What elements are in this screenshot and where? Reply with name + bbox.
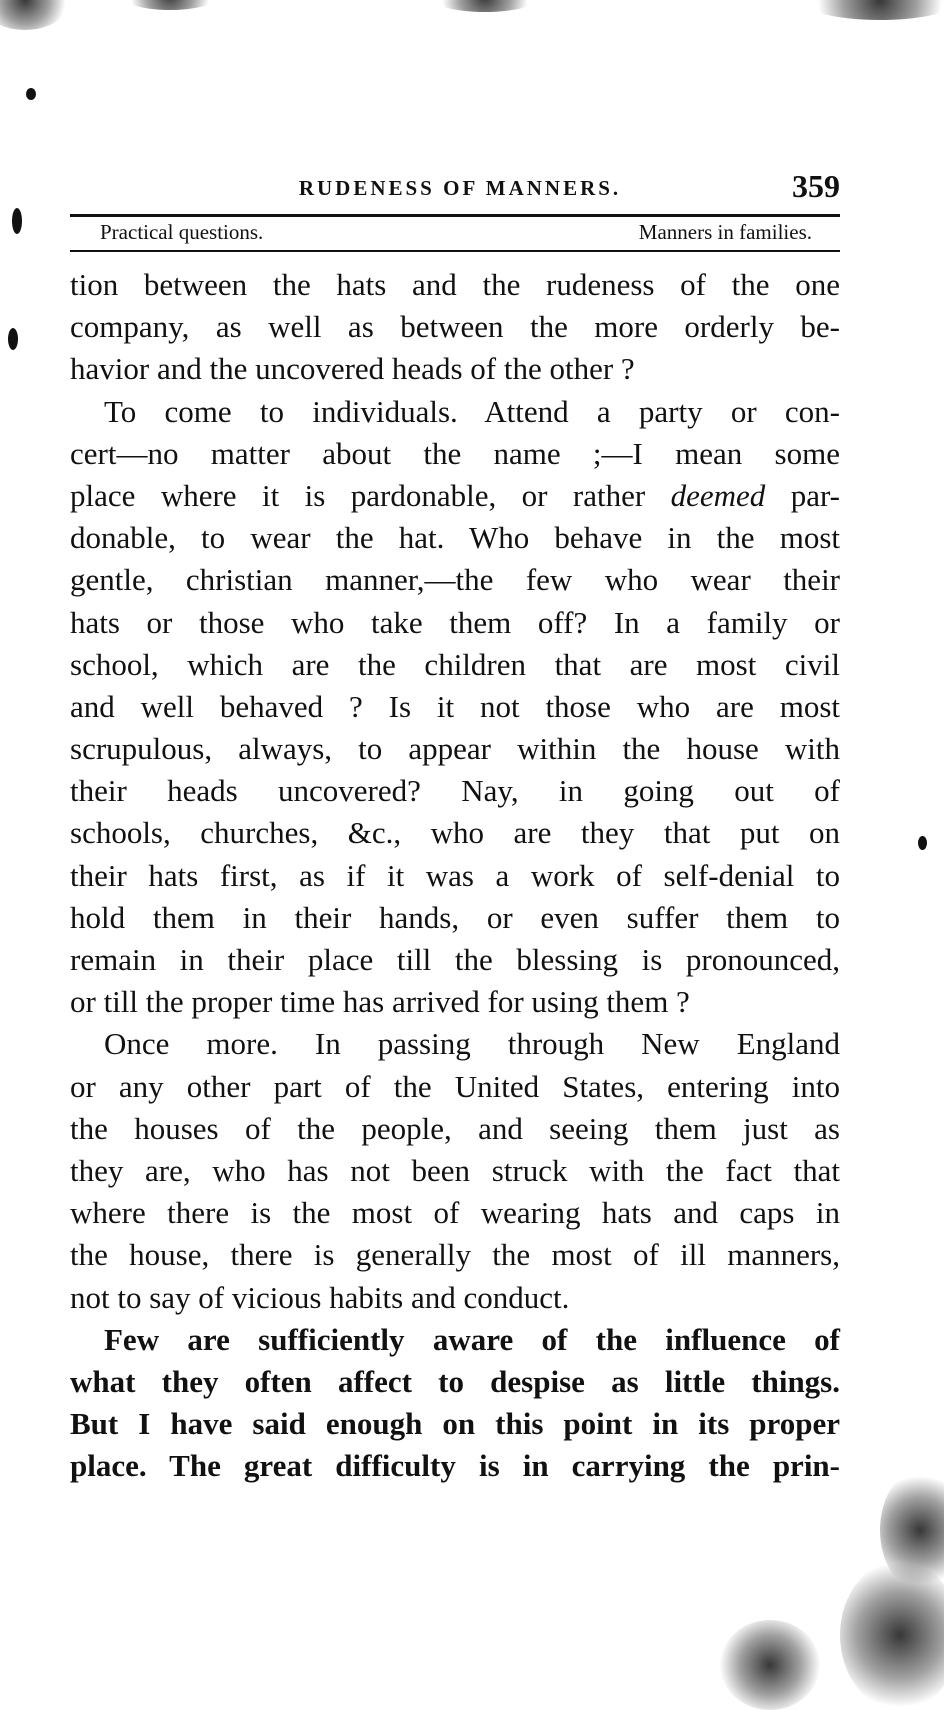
ink-spot: [8, 328, 18, 350]
text-line: remain in their place till the blessing is pronounced,: [70, 942, 840, 977]
text-line: donable, to wear the hat. Who behave in the most: [70, 520, 840, 556]
text-line: schools, churches, &c., who are they that put on: [70, 815, 840, 851]
text-segment: par-: [765, 477, 840, 513]
text-segment: place where it is pardonable, or rather: [70, 477, 671, 513]
ink-smudge: [800, 0, 944, 20]
text-line: havior and the uncovered heads of the other ?: [70, 351, 635, 387]
text-line: they are, who has not been struck with the fact that: [70, 1152, 840, 1188]
text-line: or any other part of the United States, entering into: [70, 1068, 840, 1104]
header-rule-bottom: [70, 250, 840, 252]
text-line: But I have said enough on this point in its proper: [70, 1406, 840, 1442]
text-line: and well behaved ? Is it not those who are most: [70, 688, 840, 724]
ink-spot: [12, 208, 22, 234]
text-line: their hats first, as if it was a work of self-denial to: [70, 857, 840, 893]
text-line-with-italic: [70, 475, 840, 517]
text-line: To come to individuals. Attend a party or con-: [104, 393, 840, 429]
ink-smudge: [120, 0, 220, 10]
text-line: school, which are the children that are most civil: [70, 646, 840, 682]
running-title: RUDENESS OF MANNERS.: [298, 176, 622, 200]
subhead: [100, 217, 812, 247]
text-line: the house, there is generally the most of ill manners,: [70, 1237, 840, 1273]
text-line: tion between the hats and the rudeness of the one: [70, 267, 840, 302]
text-line: Once more. In passing through New England: [104, 1026, 840, 1062]
ink-smudge: [720, 1620, 820, 1710]
right-subhead: Manners in families.: [638, 220, 812, 244]
ink-spot: [918, 836, 927, 850]
text-line: company, as well as between the more orderly be-: [70, 309, 840, 345]
text-line: their heads uncovered? Nay, in going out of: [70, 773, 840, 809]
text-line: what they often affect to despise as little things.: [70, 1363, 840, 1399]
running-head: [70, 168, 840, 208]
italic-word: deemed: [670, 477, 766, 513]
ink-smudge: [840, 1560, 944, 1710]
text-line: or till the proper time has arrived for using them ?: [70, 984, 690, 1020]
text-line: hold them in their hands, or even suffer them to: [70, 899, 840, 935]
page-number: 359: [792, 168, 840, 204]
text-line: Few are sufficiently aware of the influence of: [104, 1321, 840, 1357]
text-line: where there is the most of wearing hats and caps in: [70, 1195, 840, 1231]
text-line: gentle, christian manner,—the few who wear their: [70, 562, 840, 598]
body-text: [70, 264, 840, 1487]
text-line: cert—no matter about the name ;—I mean some: [70, 435, 840, 471]
text-line: place. The great difficulty is in carrying the prin-: [70, 1448, 840, 1484]
text-line: not to say of vicious habits and conduct.: [70, 1279, 570, 1315]
ink-smudge: [430, 0, 540, 12]
text-line: hats or those who take them off? In a family or: [70, 604, 840, 640]
ink-spot: [26, 88, 36, 100]
text-line: scrupulous, always, to appear within the house with: [70, 731, 840, 767]
left-subhead: Practical questions.: [100, 220, 264, 244]
text-line: the houses of the people, and seeing them just as: [70, 1110, 840, 1146]
ink-smudge: [0, 0, 70, 30]
